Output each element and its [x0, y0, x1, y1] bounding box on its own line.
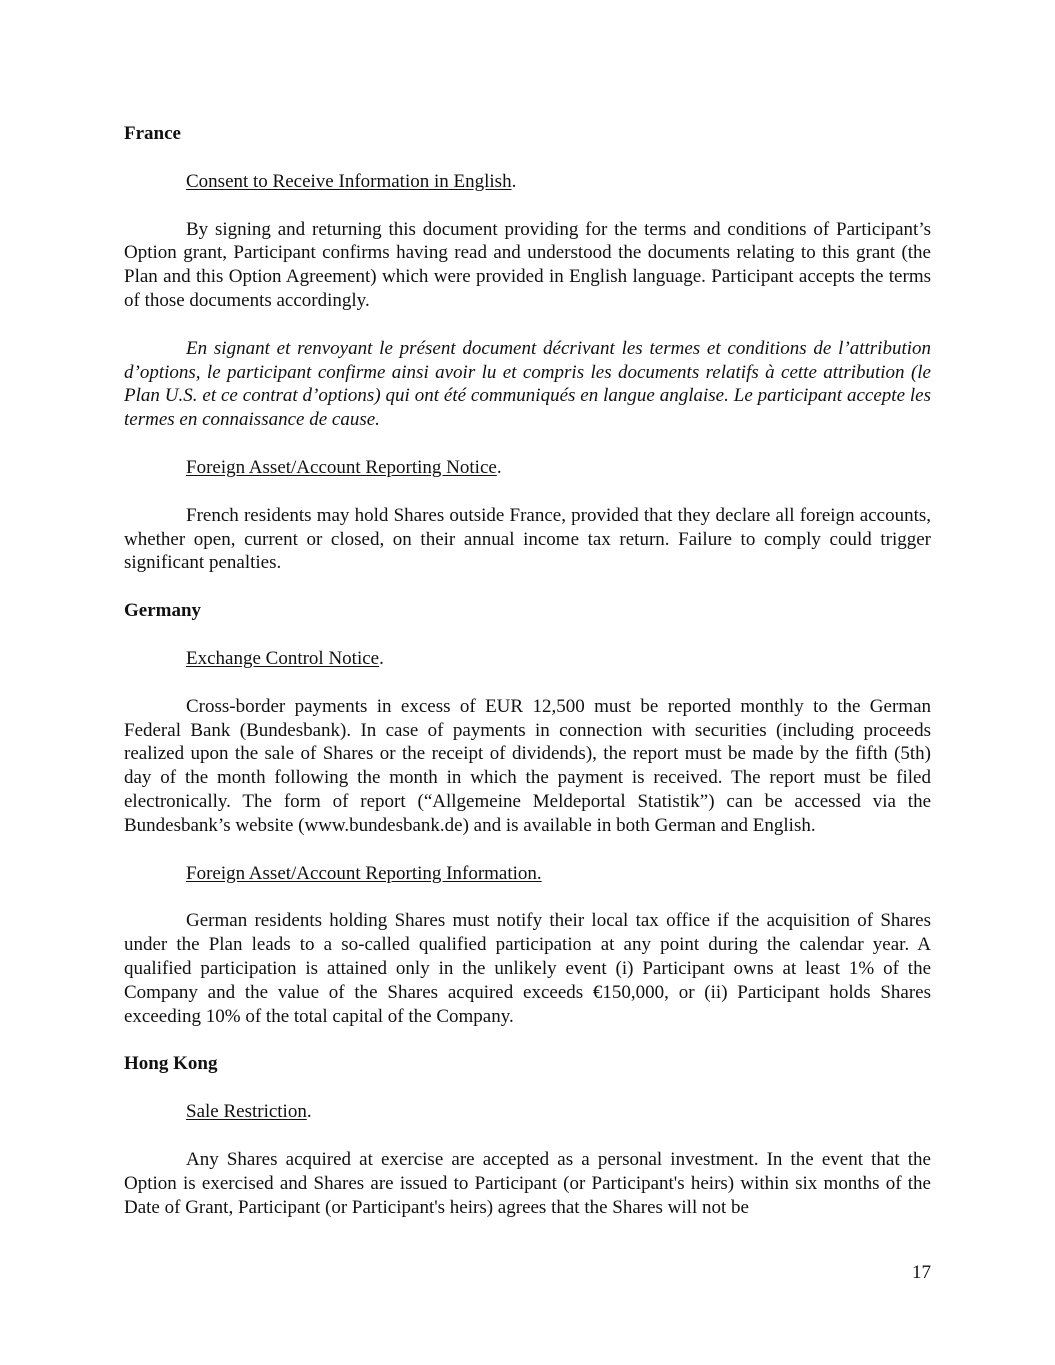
subheading-exchange-control: Exchange Control Notice. [186, 647, 384, 669]
subheading-consent-english-text: Consent to Receive Information in English [186, 170, 512, 192]
subheading-sale-restriction: Sale Restriction. [186, 1101, 312, 1123]
paragraph-france-foreign-asset: French residents may hold Shares outside France, provided that they declare all foreign accounts, whether open, current or closed, on their annual income tax return. Failure to comply could trigger significant penalties. [124, 504, 931, 574]
paragraph-consent-french: En signant et renvoyant le présent document décrivant les termes et conditions de l’attribution d’options, le participant confirme ainsi avoir lu et compris les documents relatifs à cette attribution (le Plan U.S. et ce contrat d’options) qui ont été communiqués en langue anglaise. Le participant accepte les termes en connaissance de cause. [124, 337, 931, 431]
subheading-sale-restriction-text: Sale Restriction [186, 1101, 307, 1123]
subheading-germany-foreign-asset-text: Foreign Asset/Account Reporting Information. [186, 862, 542, 884]
paragraph-germany-foreign-asset: German residents holding Shares must notify their local tax office if the acquisition of Shares under the Plan leads to a so-called qualified participation at any point during the calendar year. A qualified participation is attained only in the unlikely event (i) Participant owns at least 1% of the Company and the value of the Shares acquired exceeds €150,000, or (ii) Participant holds Shares exceeding 10% of the total capital of the Company. [124, 910, 931, 1027]
paragraph-exchange-control: Cross-border payments in excess of EUR 12,500 must be reported monthly to the German Federal Bank (Bundesbank). In case of payments in connection with securities (including proceeds realized upon the sale of Shares or the receipt of dividends), the report must be made by the fifth (5th) day of the month following the month in which the payment is received. The report must be filed electronically. The form of report (“Allgemeine Meldeportal Statistik”) can be accessed via the Bundesbank’s website (www.bundesbank.de) and is available in both German and English. [124, 695, 931, 836]
heading-germany: Germany [124, 600, 202, 622]
subheading-exchange-control-text: Exchange Control Notice [186, 647, 380, 669]
subheading-consent-english: Consent to Receive Information in English. [186, 170, 517, 192]
subheading-germany-foreign-asset [124, 862, 931, 886]
page-number: 17 [912, 1262, 931, 1283]
heading-hong-kong: Hong Kong [124, 1053, 218, 1075]
heading-france: France [124, 123, 181, 144]
subheading-france-foreign-asset: Foreign Asset/Account Reporting Notice. [186, 456, 502, 478]
paragraph-sale-restriction: Any Shares acquired at exercise are accepted as a personal investment. In the event that the Option is exercised and Shares are issued to Participant (or Participant's heirs) within six months of the Date of Grant, Participant (or Participant's heirs) agrees that the Shares will not be [124, 1148, 931, 1218]
paragraph-consent-english: By signing and returning this document providing for the terms and conditions of Participant’s Option grant, Participant confirms having read and understood the documents relating to this grant (the Plan and this Option Agreement) which were provided in English language. Participant accepts the terms of those documents accordingly. [124, 218, 931, 311]
document-page [124, 122, 931, 1243]
subheading-france-foreign-asset-text: Foreign Asset/Account Reporting Notice [186, 456, 497, 478]
